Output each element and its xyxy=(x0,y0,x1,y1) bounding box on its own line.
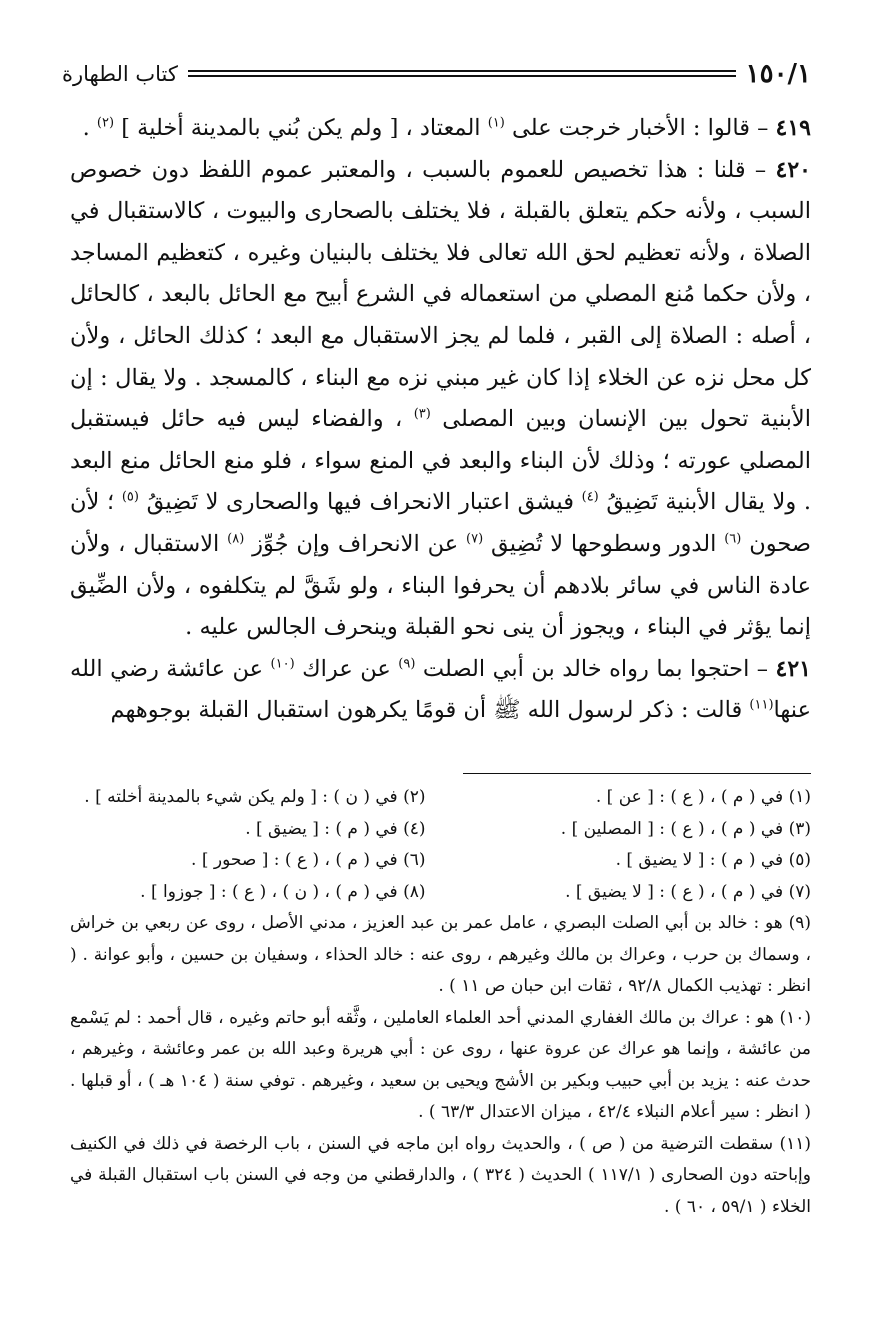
paragraph-text: ، والفضاء ليس فيه حائل فيستقبل المصلي عورته ؛ وذلك لأن البناء والبعد في المنع سواء ، فلو منع الحائل منع البعد . ولا يقال الأبنية تَضِيقُ xyxy=(70,406,811,516)
paragraph-text: – قلنا : هذا تخصيص للعموم بالسبب ، والمعتبر عموم اللفظ دون خصوص السبب ، ولأنه حكم يتعلق بالقبلة ، فلا يختلف بالصحارى والبيوت ، كالاستقبال في الصلاة ، ولأنه تعظيم لحق الله تعالى فلا يختلف بالبنيان وغيره ، كتعظيم المساجد ، ولأن حكما مُنع المصلي من استعماله في الشرع أبيح مع الحائل بالبعد ، كالحائل ، أصله : الصلاة إلى القبر ، فلما لم يجز الاستقبال مع البعد ؛ كذلك الحائل ، ولأن كل محل نزه عن الخلاء إذا كان غير مبني نزه مع البناء ، كالمسجد . ولا يقال : إن الأبنية تحول بين الإنسان وبين المصلى xyxy=(70,156,811,433)
short-footnotes xyxy=(70,782,811,908)
footnote-4: (٤) في ( م ) : [ يضيق ] . xyxy=(245,818,426,839)
paragraph-text: عن الانحراف وإن جُوِّز xyxy=(244,530,467,557)
paragraph-text: – احتجوا بما رواه خالد بن أبي الصلت xyxy=(415,655,776,682)
footnote-6: (٦) في ( م ) ، ( ع ) : [ صحور ] . xyxy=(191,850,426,870)
footnote-marker[interactable]: (٨) xyxy=(227,531,245,547)
footnote-11: (١١) سقطت الترضية من ( ص ) ، والحديث رواه ابن ماجه في السنن ، باب الرخصة في ذلك في الكنيف وإباحته دون الصحارى ( ١١٧/١ ) الحديث ( ٣٢٤ ) ، والدارقطني من وجه في السنن باب استقبال القبلة في الخلاء ( ٥٩/١ ، ٦٠ ) . xyxy=(70,1133,811,1217)
footnotes xyxy=(70,782,811,1223)
running-title: كتاب الطهارة xyxy=(62,62,178,86)
main-text xyxy=(70,108,811,732)
footnote-10: (١٠) هو : عراك بن مالك الغفاري المدني أحد العلماء العاملين ، وثَّقه أبو حاتم وغيره ، قال أحمد : لم يَسْمع من عائشة ، وإنما هو عراك عن عروة عنها ، روى عن : أبي هريرة وعبد الله بن عمر وعائشة ، وغيرهم ، حدث عنه : يزيد بن أبي حبيب وبكير بن الأشج ويحيى بن سعيد ، وغيرهم . توفي سنة ( ١٠٤ هـ ) ، أو قبلها . ( انظر : سير أعلام النبلاء ٤٢/٤ ، ميزان الاعتدال ٦٣/٣ ) . xyxy=(70,1007,811,1122)
footnote-marker[interactable]: (٤) xyxy=(581,489,599,505)
footnote-7: (٧) في ( م ) ، ( ع ) : [ لا يضيق ] . xyxy=(565,881,811,902)
footnote-marker[interactable]: (١) xyxy=(487,115,505,131)
page-number: ١٥٠/١ xyxy=(745,59,811,89)
paragraph-text: ؛ لأن صحون xyxy=(70,489,811,557)
page-header xyxy=(62,56,811,92)
paragraph-text: فيشق اعتبار الانحراف فيها والصحارى لا تَضِيقُ xyxy=(138,489,582,516)
paragraph-420 xyxy=(70,150,811,649)
paragraph-text: قالت : ذكر لرسول الله ﷺ أن قومًا يكرهون استقبال القبلة بوجوههم xyxy=(110,697,750,724)
footnote-marker[interactable]: (٩) xyxy=(398,656,416,672)
footnote-1: (١) في ( م ) ، ( ع ) : [ عن ] . xyxy=(595,787,811,807)
footnote-separator xyxy=(463,773,811,774)
paragraph-text: المعتاد ، [ ولم يكن بُني بالمدينة أخلية ] xyxy=(114,115,488,141)
paragraph-number: ٤٢٠ xyxy=(775,156,811,183)
paragraph-419 xyxy=(70,108,811,150)
paragraph-text: عن عائشة رضي الله عنها xyxy=(70,655,811,724)
footnote-3: (٣) في ( م ) ، ( ع ) : [ المصلين ] . xyxy=(560,818,811,839)
footnote-marker[interactable]: (٥) xyxy=(121,489,139,505)
paragraph-text: . xyxy=(82,115,97,141)
footnote-marker[interactable]: (٣) xyxy=(413,406,431,422)
paragraph-number: ٤١٩ xyxy=(775,115,811,141)
footnote-9: (٩) هو : خالد بن أبي الصلت البصري ، عامل عمر بن عبد العزيز ، مدني الأصل ، روى عن ربعي بن خراش ، وسماك بن حرب ، وعراك بن مالك وغيرهم ، روى عنه : خالد الحذاء ، وسفيان بن حسين ، وأبو عوانة . ( انظر : تهذيب الكمال ٩٢/٨ ، ثقات ابن حبان ص ١١ ) . xyxy=(70,913,811,996)
footnote-marker[interactable]: (٢) xyxy=(96,115,115,131)
footnote-5: (٥) في ( م ) : [ لا يضيق ] . xyxy=(615,850,811,870)
paragraph-text: الاستقبال ، ولأن عادة الناس في سائر بلادهم أن يحرفوا البناء ، ولو شَقَّ لم يتكلفوه ، ولأن الضِّيق إنما يؤثر في البناء ، ويجوز أن ينى نحو القبلة وينحرف الجالس عليه . xyxy=(70,530,811,641)
footnote-2: (٢) في ( ن ) : [ ولم يكن شيء بالمدينة أخلته ] . xyxy=(84,787,426,807)
header-double-rule xyxy=(188,69,736,79)
footnote-8: (٨) في ( م ) ، ( ن ) ، ( ع ) : [ جوزوا ] . xyxy=(140,881,426,902)
footnote-marker[interactable]: (٧) xyxy=(466,531,484,547)
paragraph-text: الدور وسطوحها لا تُضِيق xyxy=(483,530,725,557)
footnote-marker[interactable]: (١١) xyxy=(749,697,774,713)
paragraph-421 xyxy=(70,649,811,732)
paragraph-number: ٤٢١ xyxy=(775,655,811,682)
paragraph-text: – قالوا : الأخبار خرجت على xyxy=(504,115,776,141)
paragraph-text: عن عراك xyxy=(294,655,399,682)
footnote-marker[interactable]: (١٠) xyxy=(270,656,295,672)
footnote-marker[interactable]: (٦) xyxy=(724,531,742,547)
